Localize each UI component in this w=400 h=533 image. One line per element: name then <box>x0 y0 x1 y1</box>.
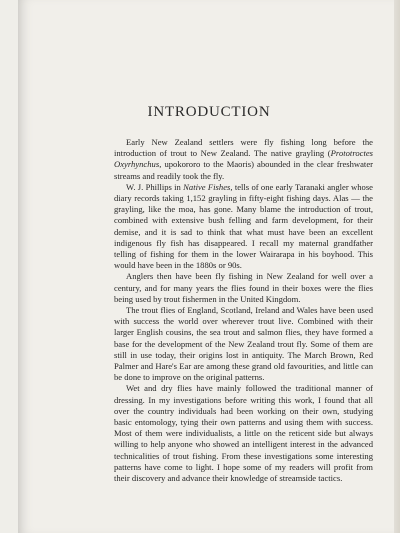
paragraph-5 <box>114 383 373 484</box>
paragraph-5-text: Wet and dry flies have mainly followed the traditional manner of dressing. In my investigations before writing this work, I found that all over the country individuals had been working on their own, studying basic entomology, tying their own patterns and using them with success. Most of them were individualists, a little on the reticent side but always willing to help anyone who showed an intelligent interest in the advanced technicalities of trout fishing. From these investigations some interesting patterns have come to light. I hope some of my readers will profit from their discovery and advance their knowledge of streamside tactics. <box>114 383 373 484</box>
body-text <box>114 137 373 484</box>
paragraph-2-text-a: W. J. Phillips in <box>126 181 184 192</box>
paragraph-1 <box>114 137 373 182</box>
paragraph-1-text-a: Early New Zealand settlers were fly fishing long before the introduction of trout to New Zealand. The native grayling ( <box>114 137 373 159</box>
paragraph-1-species-name: Prototroctes Oxyrhynchus <box>114 148 373 170</box>
book-page <box>18 0 400 533</box>
paragraph-2-text-b: , tells of one early Taranaki angler whose diary records taking 1,152 grayling in fifty-eight fishing days. Alas — the grayling, like the moa, has gone. Many blame the introduction of trout, combined with extensive bush felling and farm development, for their demise, and it is sad to think that what must have been an excellent indigenous fly fish has disappeared. I recall my maternal grandfather telling of fishing for them in the lower Wairarapa in his boyhood. This would have been in the 1880s or 90s. <box>114 181 373 271</box>
adjacent-page-edge <box>0 0 18 533</box>
paragraph-2-book-title: Native Fishes <box>183 181 231 192</box>
paragraph-1-text-b: , upokororo to the Maoris) abounded in the clear freshwater streams and readily took the fly. <box>114 159 373 181</box>
paragraph-4 <box>114 305 373 383</box>
page-title: INTRODUCTION <box>147 104 271 120</box>
page-right-edge <box>394 0 400 533</box>
paragraph-4-text: The trout flies of England, Scotland, Ireland and Wales have been used with success the world over wherever trout live. Combined with their larger English cousins, the sea trout and salmon flies, they have formed a base for the development of the New Zealand trout fly. Some of them are still in use today, their origins lost in antiquity. The March Brown, Red Palmer and Hare's Ear are among these grand old favourities, and little can be done to improve on the original patterns. <box>114 305 373 383</box>
paragraph-2 <box>114 182 373 272</box>
paragraph-3 <box>114 271 373 305</box>
paragraph-3-text: Anglers then have been fly fishing in New Zealand for well over a century, and for many years the flies found in their boxes were the flies being used by trout fishermen in the United Kingdom. <box>114 271 373 304</box>
